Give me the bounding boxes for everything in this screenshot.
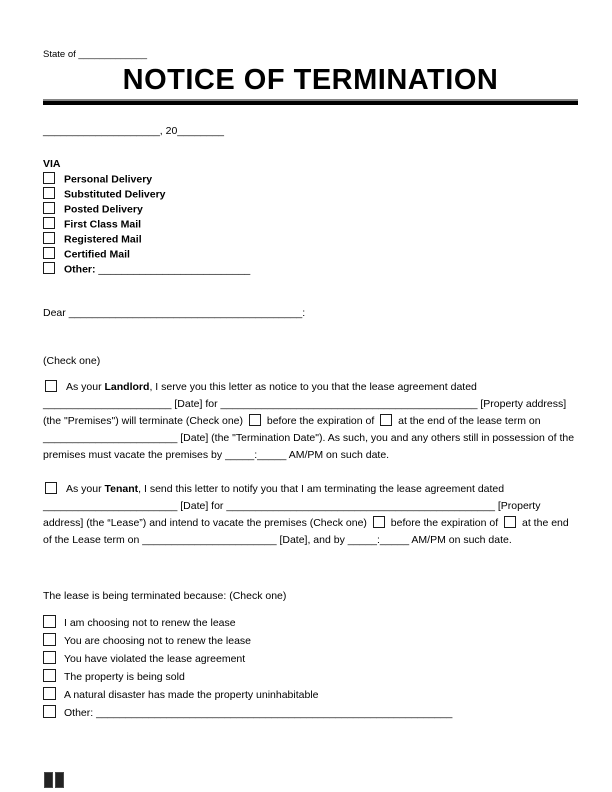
checkbox[interactable] [43,669,56,682]
checkbox[interactable] [43,705,56,718]
logo-block-left [44,772,53,788]
inline-checkbox[interactable] [380,414,392,426]
via-option-label: First Class Mail [64,218,142,231]
via-option-row [43,247,578,262]
reason-option-label: You have violated the lease agreement [64,653,246,666]
via-other-blank: __________________________ [98,263,251,276]
tenant-clause: As your Tenant, I send this letter to notify you that I am terminating the lease agreement dated _______________________ [Date] for ______________________________________________ [Property address] (the “Lease”) and intend to vacate the premises (Check one) before the expiration of at the end of the Lease term on _______________________ [Date], and by _____:_____ AM/PM on such date. [43,483,569,547]
via-option-label: Substituted Delivery [64,188,166,201]
date-line: ____________________, 20________ [43,125,225,137]
inline-checkbox[interactable] [373,516,385,528]
reasons-intro: The lease is being terminated because: (Check one) [43,590,287,603]
via-option-row [43,217,578,232]
checkbox[interactable] [43,262,55,274]
reason-other-label: Other: [64,707,94,720]
page-title: NOTICE OF TERMINATION [122,64,499,96]
title-rule-black [43,101,578,105]
reason-option-label: You are choosing not to renew the lease [64,635,251,648]
state-line [43,49,578,61]
checkbox[interactable] [43,217,55,229]
checkbox[interactable] [43,247,55,259]
via-label: VIA [43,158,61,170]
via-option-label: Certified Mail [64,248,130,261]
via-option-label: Personal Delivery [64,173,153,186]
via-section [43,157,578,277]
via-option-row [43,172,578,187]
title-rule [43,99,578,105]
salutation-blank: ________________________________________ [68,307,303,320]
inline-checkbox[interactable] [45,482,57,494]
via-option-label: Registered Mail [64,233,142,246]
reason-option-label: I am choosing not to renew the lease [64,617,236,630]
inline-checkbox[interactable] [249,414,261,426]
check-one-label: (Check one) [43,355,101,368]
via-option-row [43,187,578,202]
reason-option-row [43,650,578,668]
via-options [43,172,578,263]
checkbox[interactable] [43,615,56,628]
checkbox[interactable] [43,187,55,199]
salutation-line [43,306,578,321]
checkbox[interactable] [43,687,56,700]
reason-other-blank: _____________________________________________________________ [96,707,453,720]
inline-checkbox[interactable] [504,516,516,528]
legal-templates-logo [44,772,66,789]
reason-option-row [43,668,578,686]
inline-checkbox[interactable] [45,380,57,392]
via-option-row [43,202,578,217]
via-option-other [43,262,578,277]
salutation-colon: : [302,307,306,320]
reason-option-row [43,632,578,650]
termination-reasons-section [43,589,578,722]
checkbox[interactable] [43,633,56,646]
reason-options [43,614,578,704]
salutation-label: Dear [43,307,66,320]
reason-option-other [43,704,578,722]
checkbox[interactable] [43,172,55,184]
logo-block-right [55,772,64,788]
reason-option-row [43,686,578,704]
via-option-row [43,232,578,247]
checkbox[interactable] [43,202,55,214]
landlord-clause: As your Landlord, I serve you this letter as notice to you that the lease agreement dated ______________________ [Date] for ____________________________________________ [Property address] (the "Premises") will terminate (Check one) before the expiration of at the end of the lease term on _______________________ [Date] (the "Termination Date"). As such, you and any others still in possession of the premises must vacate the premises by _____:_____ AM/PM on such date. [43,381,575,462]
state-blank: _____________ [78,49,148,60]
reason-option-row [43,614,578,632]
state-label: State of [43,49,76,60]
reason-option-label: A natural disaster has made the property uninhabitable [64,689,319,702]
via-option-label: Posted Delivery [64,203,143,216]
via-other-label: Other: [64,263,96,276]
checkbox[interactable] [43,651,56,664]
checkbox[interactable] [43,232,55,244]
reason-option-label: The property is being sold [64,671,185,684]
